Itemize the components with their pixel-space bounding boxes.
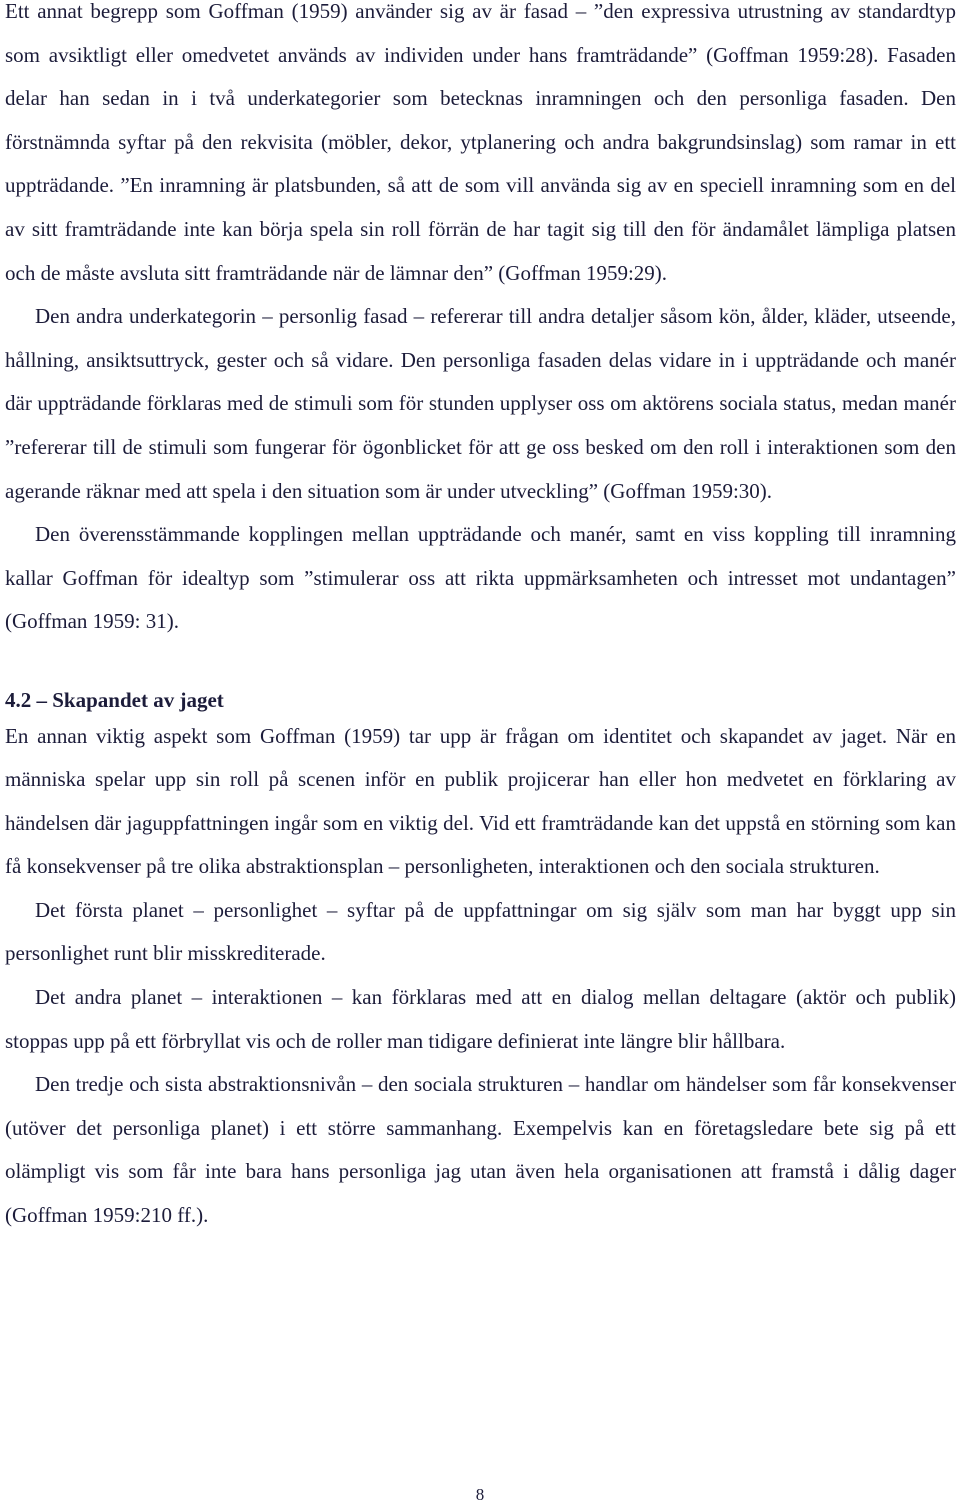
body-paragraph-tredje-planet: Den tredje och sista abstraktionsnivån – den sociala strukturen – handlar om händelser som får konsekvenser (utöver det personliga planet) i ett större sammanhang. Exempelvis kan en företagsledare bete sig på ett olämpligt vis som får inte bara hans personliga jag utan även hela organisationen att framstå i dålig dager (Goffman 1959:210 ff.). [5, 1072, 956, 1228]
section-heading: 4.2 – Skapandet av jaget [5, 687, 224, 712]
page-number: 8 [475, 1485, 485, 1504]
body-paragraph-idealtyp: Den överensstämmande kopplingen mellan uppträdande och manér, samt en viss koppling till inramning kallar Goffman för idealtyp som ”stimulerar oss att rikta uppmärksamheten och intresset mot undantagen” (Goffman 1959: 31). [5, 522, 956, 634]
body-paragraph-personlig-fasad: Den andra underkategorin – personlig fasad – refererar till andra detaljer såsom kön, ålder, kläder, utseende, hållning, ansiktsuttryck, gester och så vidare. Den personliga fasaden delas vidare in i uppträdande och manér där uppträdande förklaras med de stimuli som för stunden upplyser oss om aktörens sociala status, medan manér ”refererar till de stimuli som fungerar för ögonblicket för att ge oss besked om den roll i interaktionen som den agerande räknar med att spela i den situation som är under utveckling” (Goffman 1959:30). [5, 304, 956, 503]
body-paragraph-fasad: Ett annat begrepp som Goffman (1959) använder sig av är fasad – ”den expressiva utrustning av standardtyp som avsiktligt eller omedvetet används av individen under hans framträdande” (Goffman 1959:28). Fasaden delar han sedan in i två underkategorier som betecknas inramningen och den personliga fasaden. Den förstnämnda syftar på den rekvisita (möbler, dekor, ytplanering och andra bakgrundsinslag) som ramar in ett uppträdande. ”En inramning är platsbunden, så att de som vill använda sig av en speciell inramning som en del av sitt framträdande inte kan börja spela sin roll förrän de har tagit sig till den för ändamålet lämpliga platsen och de måste avsluta sitt framträdande när de lämnar den” (Goffman 1959:29). [5, 0, 956, 285]
body-paragraph-forsta-planet: Det första planet – personlighet – syftar på de uppfattningar om sig själv som man har byggt upp sin personlighet runt blir misskrediterade. [5, 897, 956, 966]
body-paragraph-andra-planet: Det andra planet – interaktionen – kan förklaras med att en dialog mellan deltagare (aktör och publik) stoppas upp på ett förbryllat vis och de roller man tidigare definierat inte längre blir hållbara. [5, 985, 956, 1053]
body-paragraph-identitet: En annan viktig aspekt som Goffman (1959) tar upp är frågan om identitet och skapandet av jaget. När en människa spelar upp sin roll på scenen inför en publik projicerar han eller hon medvetet en förklaring av händelsen där jaguppfattningen ingår som en viktig del. Vid ett framträdande kan det uppstå en störning som kan få konsekvenser på tre olika abstraktionsplan – personligheten, interaktionen och den sociala strukturen. [5, 723, 956, 879]
